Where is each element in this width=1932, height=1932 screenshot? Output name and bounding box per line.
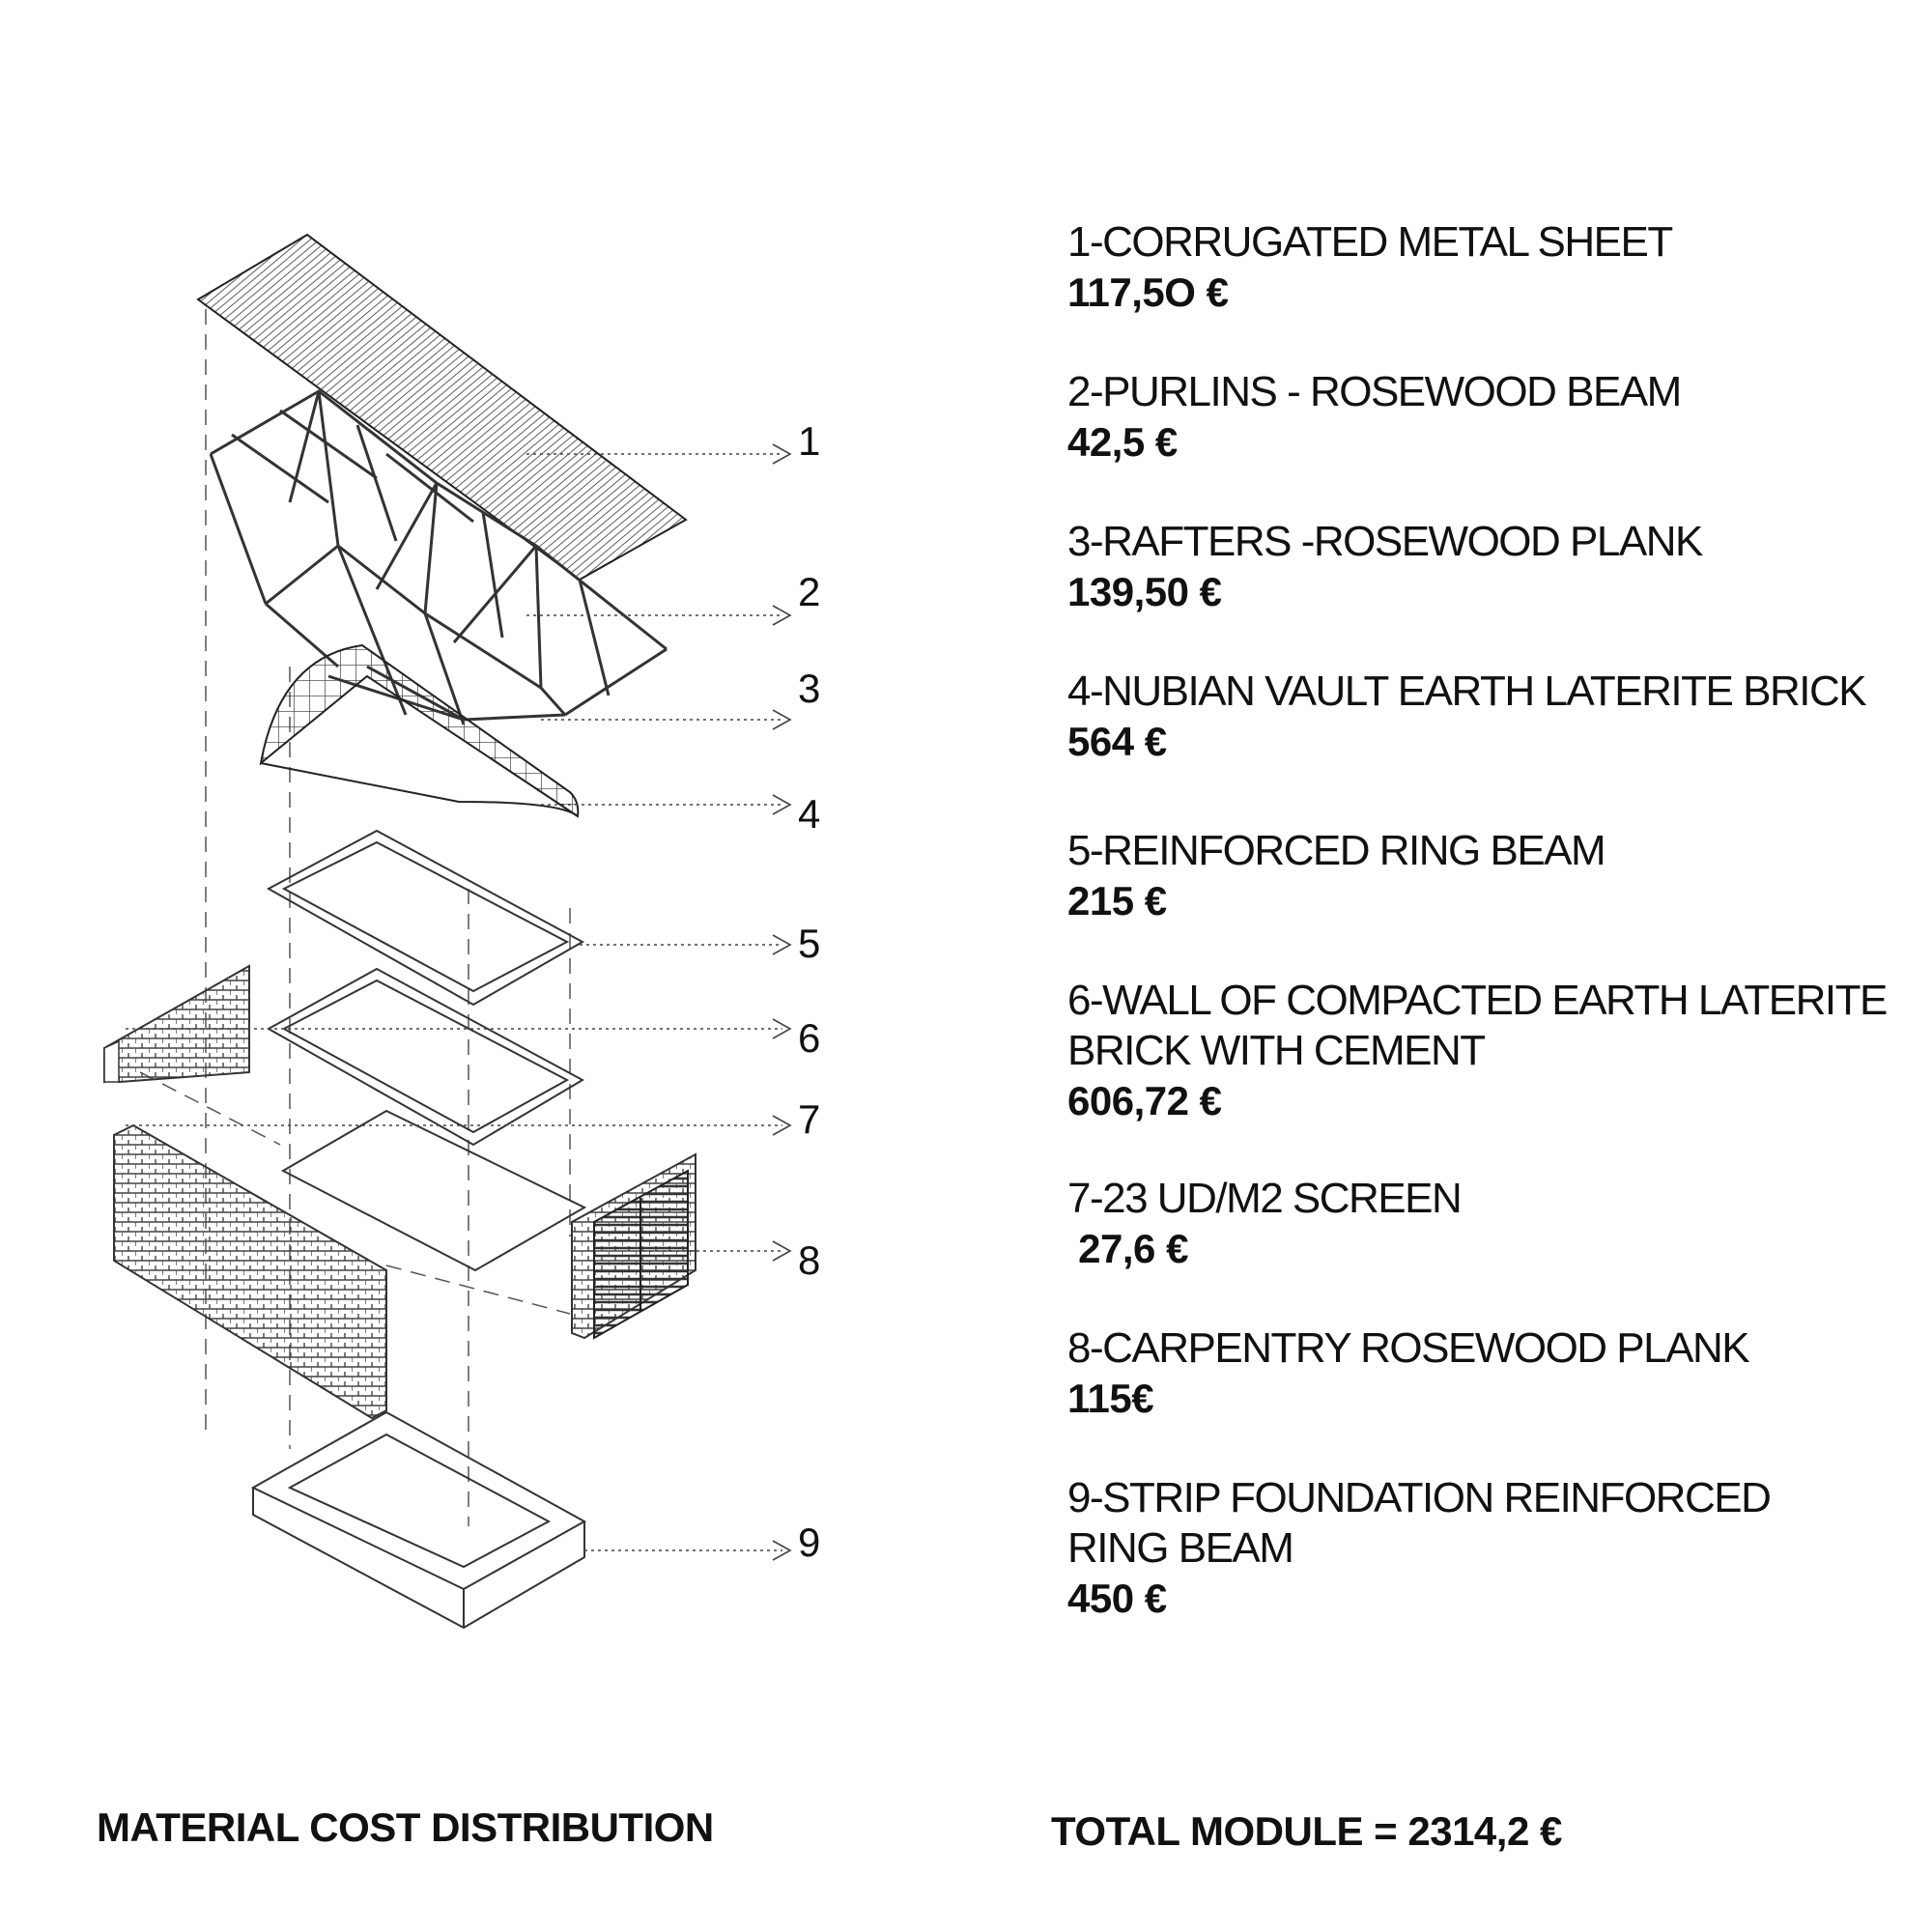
nubian-vault-drawing [261, 645, 578, 816]
corrugated-metal-sheet-drawing [198, 235, 686, 580]
cost-item-label: 7-23 UD/M2 SCREEN [1067, 1175, 1462, 1222]
cost-item-label: 8-CARPENTRY ROSEWOOD PLANK [1067, 1324, 1749, 1372]
callout-5: 5 [798, 921, 821, 966]
cost-item-label: 9-STRIP FOUNDATION REINFORCED RING BEAM [1067, 1474, 1771, 1572]
callout-8: 8 [798, 1237, 821, 1283]
cost-item-label: 2-PURLINS - ROSEWOOD BEAM [1067, 368, 1681, 415]
cost-item-7 [1067, 1174, 1461, 1274]
cost-item-price: 606,72 € [1067, 1078, 1222, 1123]
callout-9: 9 [798, 1520, 821, 1565]
cost-item-price: 215 € [1067, 878, 1167, 923]
cost-item-1 [1067, 217, 1672, 318]
cost-item-label: 5-REINFORCED RING BEAM [1067, 827, 1605, 874]
cost-item-6 [1067, 976, 1887, 1126]
callout-6: 6 [798, 1015, 821, 1061]
cost-item-price: 27,6 € [1067, 1226, 1188, 1271]
cost-item-label: 4-NUBIAN VAULT EARTH LATERITE BRICK [1067, 668, 1866, 715]
cost-item-2 [1067, 367, 1681, 468]
cost-item-price: 115€ [1067, 1376, 1154, 1421]
cost-item-3 [1067, 517, 1702, 617]
brick-wall-long-drawing [114, 1125, 386, 1418]
carpentry-door-drawing [594, 1171, 688, 1338]
cost-item-9 [1067, 1473, 1770, 1624]
ring-beam-drawing [269, 831, 582, 1005]
cost-item-label: 6-WALL OF COMPACTED EARTH LATERITE BRICK WITH CEMENT [1067, 977, 1887, 1074]
callout-4: 4 [798, 791, 821, 837]
callout-7: 7 [798, 1096, 821, 1142]
diagram-title: MATERIAL COST DISTRIBUTION [97, 1804, 714, 1850]
cost-item-price: 450 € [1067, 1576, 1167, 1621]
cost-item-price: 139,50 € [1067, 569, 1222, 614]
total-cost: TOTAL MODULE = 2314,2 € [1051, 1808, 1562, 1854]
strip-foundation-drawing [253, 1412, 584, 1628]
callout-3: 3 [798, 666, 821, 711]
cost-item-price: 564 € [1067, 719, 1167, 764]
cost-item-label: 1-CORRUGATED METAL SHEET [1067, 218, 1672, 266]
callout-1: 1 [798, 418, 821, 464]
cost-item-price: 42,5 € [1067, 419, 1178, 465]
cost-item-8 [1067, 1323, 1748, 1424]
cost-item-price: 117,5O € [1067, 270, 1229, 315]
wall-frame-drawing [269, 969, 582, 1145]
callout-2: 2 [798, 569, 821, 614]
cost-item-label: 3-RAFTERS -ROSEWOOD PLANK [1067, 518, 1702, 565]
cost-item-5 [1067, 826, 1605, 926]
brick-wall-left-drawing [104, 966, 249, 1082]
cost-item-4 [1067, 667, 1865, 767]
